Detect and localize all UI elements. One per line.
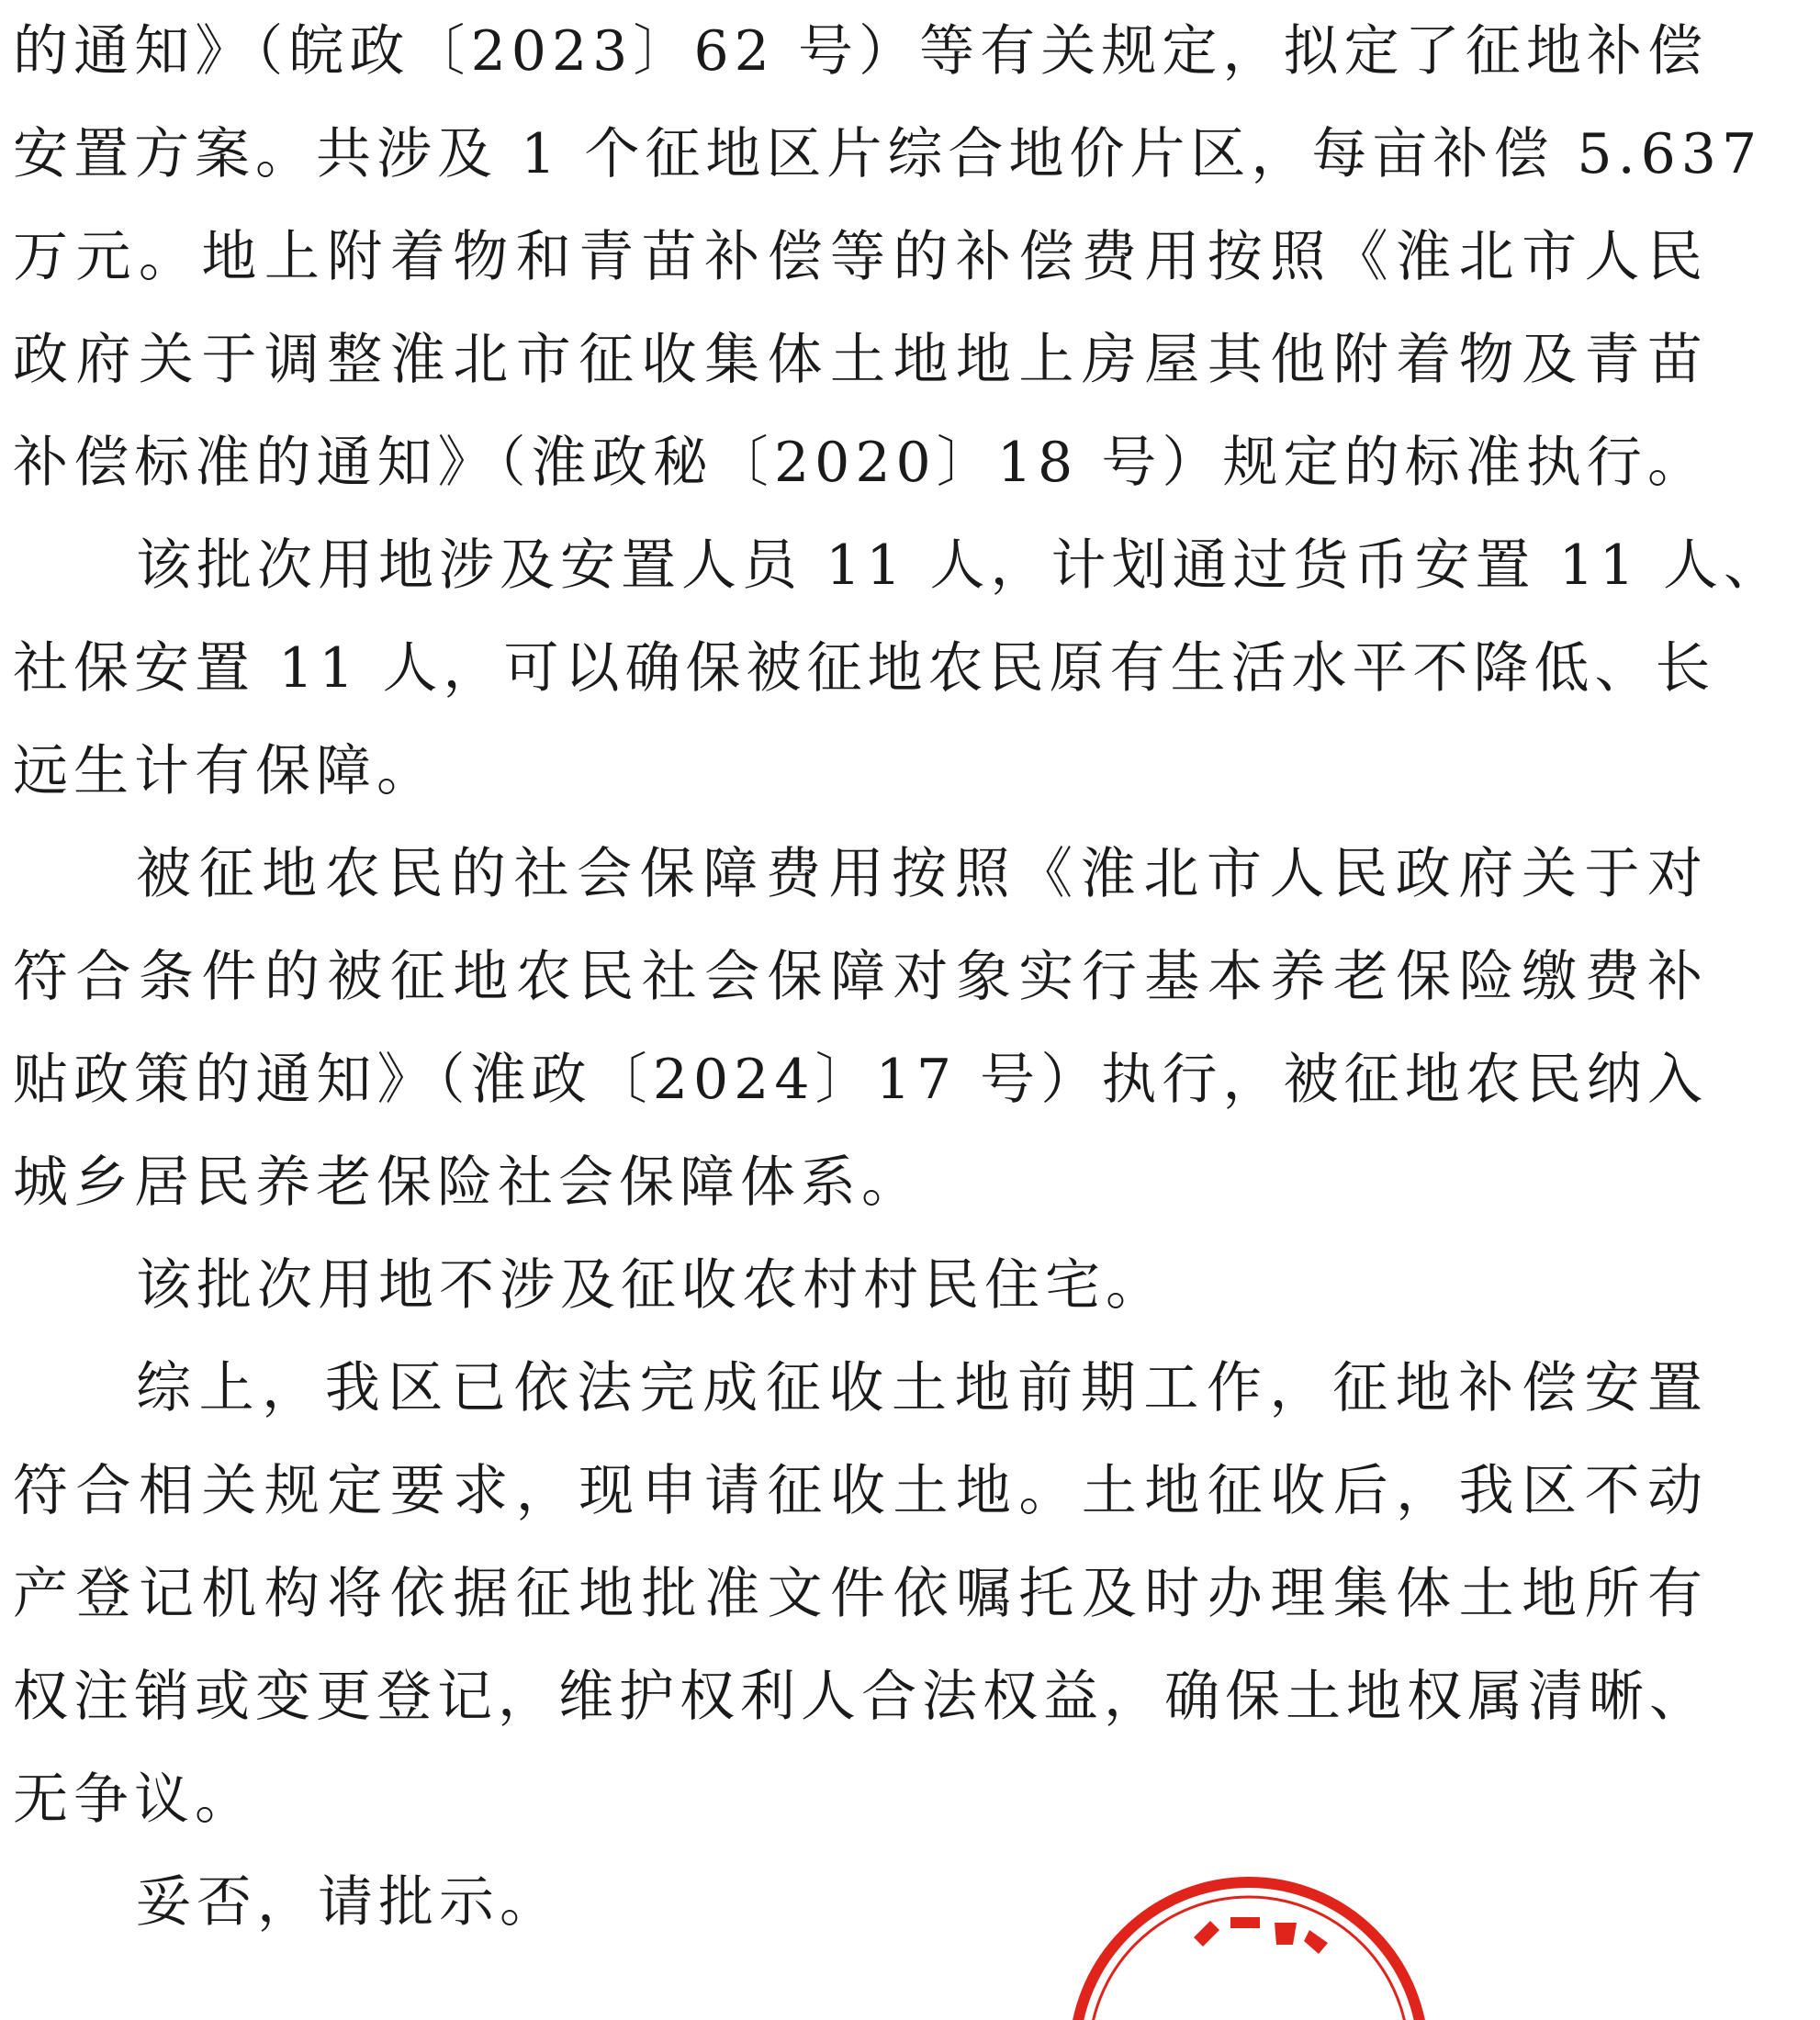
paragraph-line: 产登记机构将依据征地批准文件依嘱托及时办理集体土地所有	[13, 1562, 1708, 1626]
paragraph-line: 安置方案。共涉及 1 个征地区片综合地价片区，每亩补偿 5.637	[13, 122, 1763, 186]
paragraph-line: 万元。地上附着物和青苗补偿等的补偿费用按照《淮北市人民	[13, 225, 1708, 289]
paragraph-line: 被征地农民的社会保障费用按照《淮北市人民政府关于对	[136, 842, 1708, 906]
paragraph-line: 权注销或变更登记，维护权利人合法权益，确保土地权属清晰、	[13, 1665, 1710, 1729]
seal-stamp-icon	[1056, 1873, 1442, 2020]
paragraph-line: 无争议。	[13, 1768, 255, 1832]
official-seal	[1056, 1873, 1442, 2020]
paragraph-line: 贴政策的通知》（淮政〔2024〕17 号）执行，被征地农民纳入	[13, 1048, 1708, 1112]
paragraph-line: 符合相关规定要求，现申请征收土地。土地征收后，我区不动	[13, 1459, 1708, 1523]
paragraph-line: 该批次用地不涉及征收农村村民住宅。	[136, 1253, 1166, 1318]
paragraph-line: 社保安置 11 人，可以确保被征地农民原有生活水平不降低、长	[13, 636, 1716, 701]
paragraph-line: 该批次用地涉及安置人员 11 人，计划通过货币安置 11 人、	[136, 533, 1784, 598]
paragraph-line: 城乡居民养老保险社会保障体系。	[13, 1150, 922, 1215]
paragraph-line: 政府关于调整淮北市征收集体土地地上房屋其他附着物及青苗	[13, 328, 1708, 392]
paragraph-line: 综上，我区已依法完成征收土地前期工作，征地补偿安置	[136, 1356, 1708, 1420]
closing-line: 妥否，请批示。	[136, 1870, 560, 1935]
paragraph-line: 的通知》（皖政〔2023〕62 号）等有关规定，拟定了征地补偿	[13, 19, 1708, 84]
paragraph-line: 符合条件的被征地农民社会保障对象实行基本养老保险缴费补	[13, 945, 1708, 1009]
paragraph-line: 补偿标准的通知》（淮政秘〔2020〕18 号）规定的标准执行。	[13, 431, 1708, 495]
paragraph-line: 远生计有保障。	[13, 739, 437, 803]
